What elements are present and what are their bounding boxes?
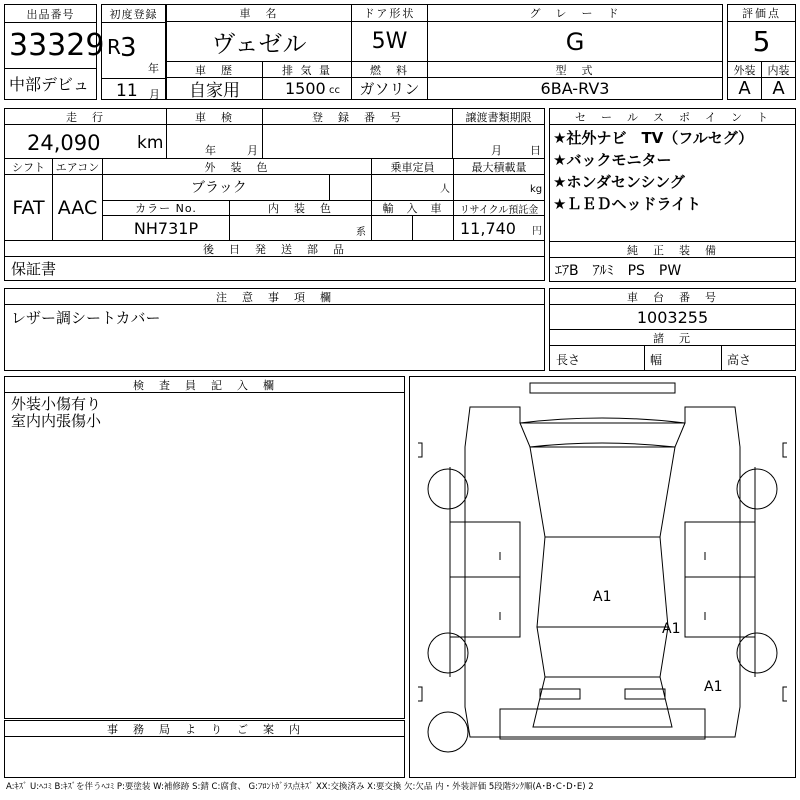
history-value: 自家用 [166,77,263,100]
roof [537,537,668,627]
chassis-value: 1003255 [549,304,796,330]
grade-value: G [427,21,723,62]
door-label: ドア形状 [351,4,428,22]
specs-box [549,345,796,371]
spec-width: 幅 [650,353,663,367]
recycle-box [453,215,545,241]
transfer-month-unit: 月 [491,144,502,157]
displacement-unit: cc [329,85,340,96]
car-name: ヴェゼル [166,21,352,62]
inspection-year-unit: 年 [205,144,216,157]
reg-year: 3 [120,33,137,63]
damage-mark-2: A1 [662,621,681,637]
spec-length: 長さ [556,353,581,367]
later-parts-box [4,256,545,281]
recycle-value: 11,740 [460,219,516,238]
rear-glass [537,627,668,677]
inspector-line-2: 室内内張傷小 [11,412,102,430]
wheel-fl [428,469,468,509]
later-parts-label: 後 日 発 送 部 品 [4,240,545,257]
body-outline [465,407,740,737]
spare-wheel [428,712,468,752]
exterior-label: 外 装 色 [102,158,372,175]
car-diagram [409,376,796,778]
capacity-unit: 人 [440,184,450,195]
later-parts-value: 保証書 [11,260,57,278]
transfer-day-unit: 日 [530,144,541,157]
shift-value: FAT [4,174,53,241]
model-label: 型 式 [427,61,723,78]
equipment-label: 純 正 装 備 [549,241,796,258]
interior-label: 内 装 色 [229,200,372,216]
year-unit: 年 [148,62,159,75]
exterior-value: ブラック [191,180,247,196]
venue: 中部デビュ [9,75,90,94]
recycle-unit: 円 [532,226,542,237]
displacement-label: 排 気 量 [262,61,352,78]
transfer-box [452,124,545,159]
color-no-value: NH731P [102,215,230,241]
recycle-label: リサイクル預託金 [453,200,545,216]
import-label: 輸 入 車 [371,200,454,216]
car-name-label: 車 名 [166,4,352,22]
lamp-brackets [418,443,787,701]
sales-point-3: ★ホンダセンシング [553,173,685,191]
door-value: 5W [351,21,428,62]
mileage-unit: km [137,133,164,153]
interior-unit: 系 [356,227,366,238]
score-value: 5 [727,21,796,62]
sales-point-2: ★バックモニター [553,151,672,169]
exterior-box [102,174,372,201]
lot-number: 33329 [9,28,105,63]
wheel-rr [737,633,777,673]
score-label: 評価点 [727,4,796,22]
legend: A:ｷｽﾞ U:ﾍｺﾐ B:ｷｽﾞを伴うﾍｺﾐ P:要塗装 W:補修跡 S:錆 C:腐食、 G:ﾌﾛﾝﾄｶﾞﾗｽ点ｷｽﾞ XX:交換済み X:要交換 欠:欠品 内・外装評価 5段階ﾗﾝｸ順(A･B･C･D･E) 2 [6,782,594,792]
fuel-value: ガソリン [351,77,428,100]
history-label: 車 歴 [166,61,263,78]
office-box [4,736,405,778]
side-lines [450,467,755,677]
aircon-value: AAC [52,174,103,241]
windshield [520,418,685,447]
hood [530,447,675,537]
handle-marks [500,552,705,620]
mileage-value: 24,090 [27,131,101,155]
color-no-label: カラー No. [102,200,230,216]
inspector-line-1: 外装小傷有り [11,395,102,413]
aircon-label: エアコン [52,158,103,175]
transfer-label: 譲渡書類期限 [452,108,545,125]
ext-label: 外装 [727,61,762,78]
mileage-box [4,124,167,159]
month-unit: 月 [149,88,160,101]
grade-label: グ レ ー ド [427,4,723,22]
load-unit: kg [530,184,543,195]
sales-points-box [549,124,796,242]
era: R [107,35,121,59]
load-box [453,174,545,201]
lot-label: 出品番号 [5,5,96,23]
rear-lamp-left [540,689,580,699]
specs-label: 諸 元 [549,329,796,346]
chassis-label: 車 台 番 号 [549,288,796,305]
ext-score: A [727,77,762,100]
sales-points-label: セ ー ル ス ポ イ ン ト [549,108,796,125]
interior-box [229,215,372,241]
displacement-value: 1500 [285,79,326,98]
inspection-month-unit: 月 [247,144,258,157]
first-reg-box [101,4,166,100]
damage-mark-1: A1 [593,589,612,605]
shift-label: シフト [4,158,53,175]
lot-box [4,4,105,100]
rear-bumper [500,709,705,739]
first-reg-label: 初度登録 [102,5,165,23]
displacement-box [262,77,352,100]
rear-lamp-right [625,689,665,699]
reg-number-box [262,124,453,159]
inspector-label: 検 査 員 記 入 欄 [4,376,405,393]
int-score: A [761,77,796,100]
mileage-label: 走 行 [4,108,167,125]
reg-number-label: 登 録 番 号 [262,108,453,125]
reg-month: 11 [116,81,138,101]
notes-label: 注 意 事 項 欄 [4,288,545,305]
damage-mark-3: A1 [704,679,723,695]
door-lines [450,522,755,637]
import-box [371,215,454,241]
int-label: 内装 [761,61,796,78]
inspection-label: 車 検 [166,108,263,125]
capacity-label: 乗車定員 [371,158,454,175]
car-diagram-svg [410,377,795,777]
notes-value: レザー調シートカバー [11,309,161,327]
trunk [533,677,672,727]
load-label: 最大積載量 [453,158,545,175]
capacity-box [371,174,454,201]
front-bumper [530,383,675,393]
sales-point-4: ★ＬＥＤヘッドライト [553,195,701,213]
office-label: 事 務 局 よ り ご 案 内 [4,720,405,737]
notes-box [4,304,545,371]
inspector-box [4,392,405,719]
equipment-value: ｴｱB ｱﾙﾐ PS PW [555,263,682,279]
inspection-box [166,124,263,159]
equipment-box [549,257,796,282]
wheel-fr [737,469,777,509]
wheel-rl [428,633,468,673]
fuel-label: 燃 料 [351,61,428,78]
spec-height: 高さ [727,353,752,367]
model-value: 6BA-RV3 [427,77,723,100]
sales-point-1: ★社外ナビ TV（フルセグ） [553,129,754,147]
